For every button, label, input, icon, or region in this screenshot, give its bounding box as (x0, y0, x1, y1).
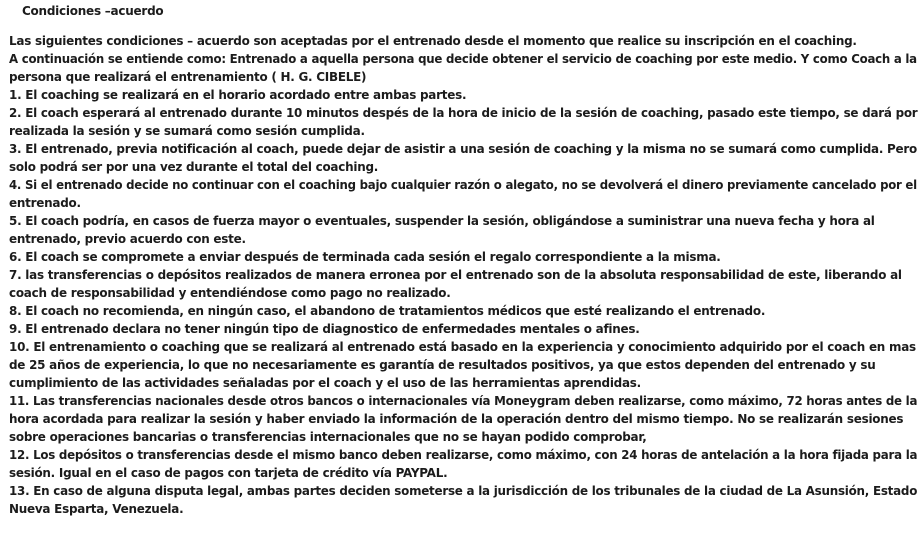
clause-11-line: sobre operaciones bancarias o transferencias internacionales que no se hayan podido comprobar, (9, 430, 647, 444)
clause-1-line: 1. El coaching se realizará en el horario acordado entre ambas partes. (9, 88, 467, 102)
clause-11-line: hora acordada para realizar la sesión y haber enviado la información de la operación dentro del mismo tiempo. No se realizarán sesiones (9, 412, 904, 426)
clause-3-line: 3. El entrenado, previa notificación al coach, puede dejar de asistir a una sesión de coaching y la misma no se sumará como cumplida. Pero (9, 142, 917, 156)
clause-5-line: entrenado, previo acuerdo con este. (9, 232, 246, 246)
clause-5-line: 5. El coach podría, en casos de fuerza mayor o eventuales, suspender la sesión, obligándose a suministrar una nueva fecha y hora al (9, 214, 875, 228)
clause-12-line: sesión. Igual en el caso de pagos con tarjeta de crédito vía PAYPAL. (9, 466, 448, 480)
clause-11-line: 11. Las transferencias nacionales desde otros bancos o internacionales vía Moneygram deben realizarse, como máximo, 72 horas antes de la (9, 394, 918, 408)
clause-6-line: 6. El coach se compromete a enviar después de terminada cada sesión el regalo correspondiente a la misma. (9, 250, 721, 264)
document-title: Condiciones –acuerdo (22, 4, 164, 18)
clause-10-line: 10. El entrenamiento o coaching que se realizará al entrenado está basado en la experiencia y conocimiento adquirido por el coach en mas (9, 340, 916, 354)
clause-12-line: 12. Los depósitos o transferencias desde el mismo banco deben realizarse, como máximo, con 24 horas de antelación a la hora fijada para la (9, 448, 918, 462)
clause-7-line: coach de responsabilidad y entendiéndose como pago no realizado. (9, 286, 451, 300)
clause-2-line: 2. El coach esperará al entrenado durante 10 minutos despés de la hora de inicio de la sesión de coaching, pasado este tiempo, se dará por (9, 106, 918, 120)
clause-4-line: entrenado. (9, 196, 81, 210)
definition-line: A continuación se entiende como: Entrenado a aquella persona que decide obtener el servicio de coaching por este medio. Y como Coach a la (9, 52, 917, 66)
definition-line: persona que realizará el entrenamiento ( H. G. CIBELE) (9, 70, 367, 84)
clause-9-line: 9. El entrenado declara no tener ningún tipo de diagnostico de enfermedades mentales o afines. (9, 322, 640, 336)
clause-10-line: de 25 años de experiencia, lo que no necesariamente es garantía de resultados positivos, ya que estos dependen del entrenado y su (9, 358, 876, 372)
clause-13-line: 13. En caso de alguna disputa legal, ambas partes deciden someterse a la jurisdicción de los tribunales de la ciudad de La Asunsión, Estado (9, 484, 918, 498)
clause-10-line: cumplimiento de las actividades señaladas por el coach y el uso de las herramientas aprendidas. (9, 376, 641, 390)
clause-2-line: realizada la sesión y se sumará como sesión cumplida. (9, 124, 365, 138)
clause-7-line: 7. las transferencias o depósitos realizados de manera erronea por el entrenado son de la absoluta responsabilidad de este, liberando al (9, 268, 902, 282)
clause-3-line: solo podrá ser por una vez durante el total del coaching. (9, 160, 379, 174)
clause-13-line: Nueva Esparta, Venezuela. (9, 502, 184, 516)
clause-8-line: 8. El coach no recomienda, en ningún caso, el abandono de tratamientos médicos que esté realizando el entrenado. (9, 304, 766, 318)
intro-line: Las siguientes condiciones – acuerdo son aceptadas por el entrenado desde el momento que realice su inscripción en el coaching. (9, 34, 857, 48)
clause-4-line: 4. Si el entrenado decide no continuar con el coaching bajo cualquier razón o alegato, no se devolverá el dinero previamente cancelado por el (9, 178, 917, 192)
terms-body (9, 32, 920, 518)
